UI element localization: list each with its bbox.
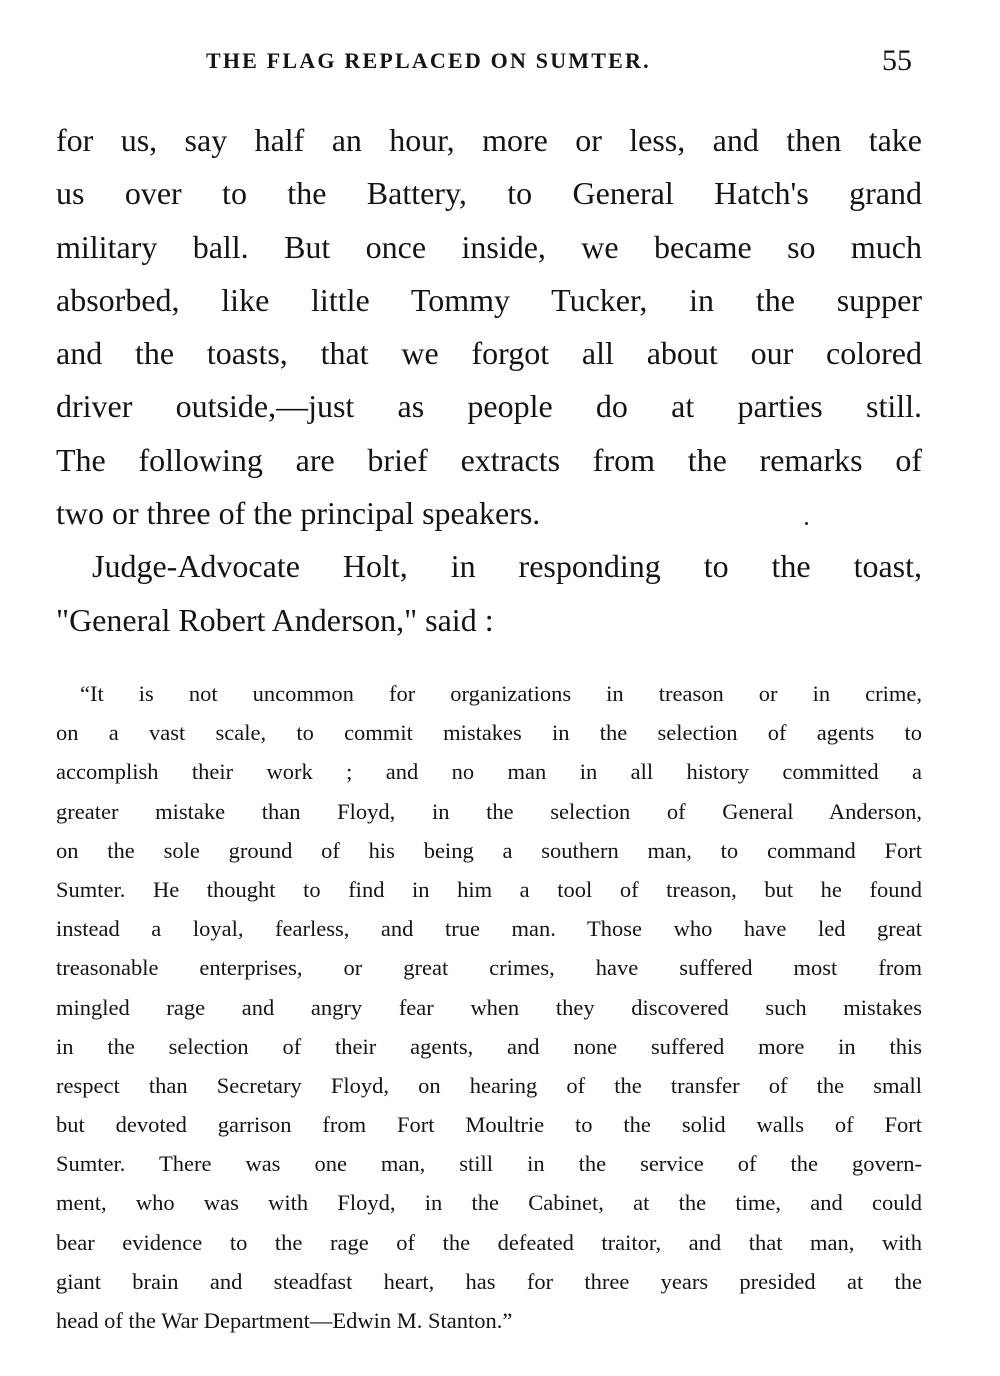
- block-quote: [56, 674, 922, 1340]
- quote-line: on the sole ground of his being a southern man, to command Fort: [56, 837, 922, 863]
- running-head: [0, 44, 1000, 84]
- quote-line: mingled rage and angry fear when they discovered such mistakes: [56, 994, 922, 1020]
- quote-line: giant brain and steadfast heart, has for three years presided at the: [56, 1268, 922, 1294]
- quote-line: Sumter. He thought to find in him a tool of treason, but he found: [56, 876, 922, 902]
- text-line: Judge-Advocate Holt, in responding to the toast,: [92, 548, 922, 585]
- quote-line: head of the War Department—Edwin M. Stanton.”: [56, 1308, 513, 1333]
- quote-line: ment, who was with Floyd, in the Cabinet, at the time, and could: [56, 1190, 922, 1216]
- quote-line: treasonable enterprises, or great crimes, have suffered most from: [56, 955, 922, 981]
- text-line: absorbed, like little Tommy Tucker, in the supper: [56, 281, 922, 318]
- quote-line: on a vast scale, to commit mistakes in the selection of agents to: [56, 720, 922, 746]
- quote-line: instead a loyal, fearless, and true man. Those who have led great: [56, 916, 922, 942]
- quote-line: respect than Secretary Floyd, on hearing of the transfer of the small: [56, 1072, 922, 1098]
- quote-line: accomplish their work ; and no man in all history committed a: [56, 759, 922, 785]
- text-line: "General Robert Anderson," said :: [56, 601, 494, 638]
- quote-line: bear evidence to the rage of the defeated traitor, and that man, with: [56, 1229, 922, 1255]
- print-speck: [805, 522, 808, 525]
- quote-line: in the selection of their agents, and none suffered more in this: [56, 1033, 922, 1059]
- body-text: [56, 114, 922, 647]
- quote-line: Sumter. There was one man, still in the service of the govern-: [56, 1151, 922, 1177]
- text-line: and the toasts, that we forgot all about our colored: [56, 335, 922, 372]
- text-line: us over to the Battery, to General Hatch's grand: [56, 175, 922, 212]
- text-line: two or three of the principal speakers.: [56, 495, 541, 532]
- text-line: for us, say half an hour, more or less, and then take: [56, 122, 922, 158]
- quote-line: greater mistake than Floyd, in the selection of General Anderson,: [56, 798, 922, 824]
- running-title: THE FLAG REPLACED ON SUMTER.: [206, 48, 651, 73]
- text-line: The following are brief extracts from the remarks of: [56, 441, 922, 478]
- quote-line: but devoted garrison from Fort Moultrie to the solid walls of Fort: [56, 1112, 922, 1138]
- text-line: military ball. But once inside, we became so much: [56, 228, 922, 265]
- text-line: driver outside,—just as people do at parties still.: [56, 388, 922, 425]
- quote-line: “It is not uncommon for organizations in treason or in crime,: [80, 681, 922, 706]
- page-number: 55: [882, 44, 912, 77]
